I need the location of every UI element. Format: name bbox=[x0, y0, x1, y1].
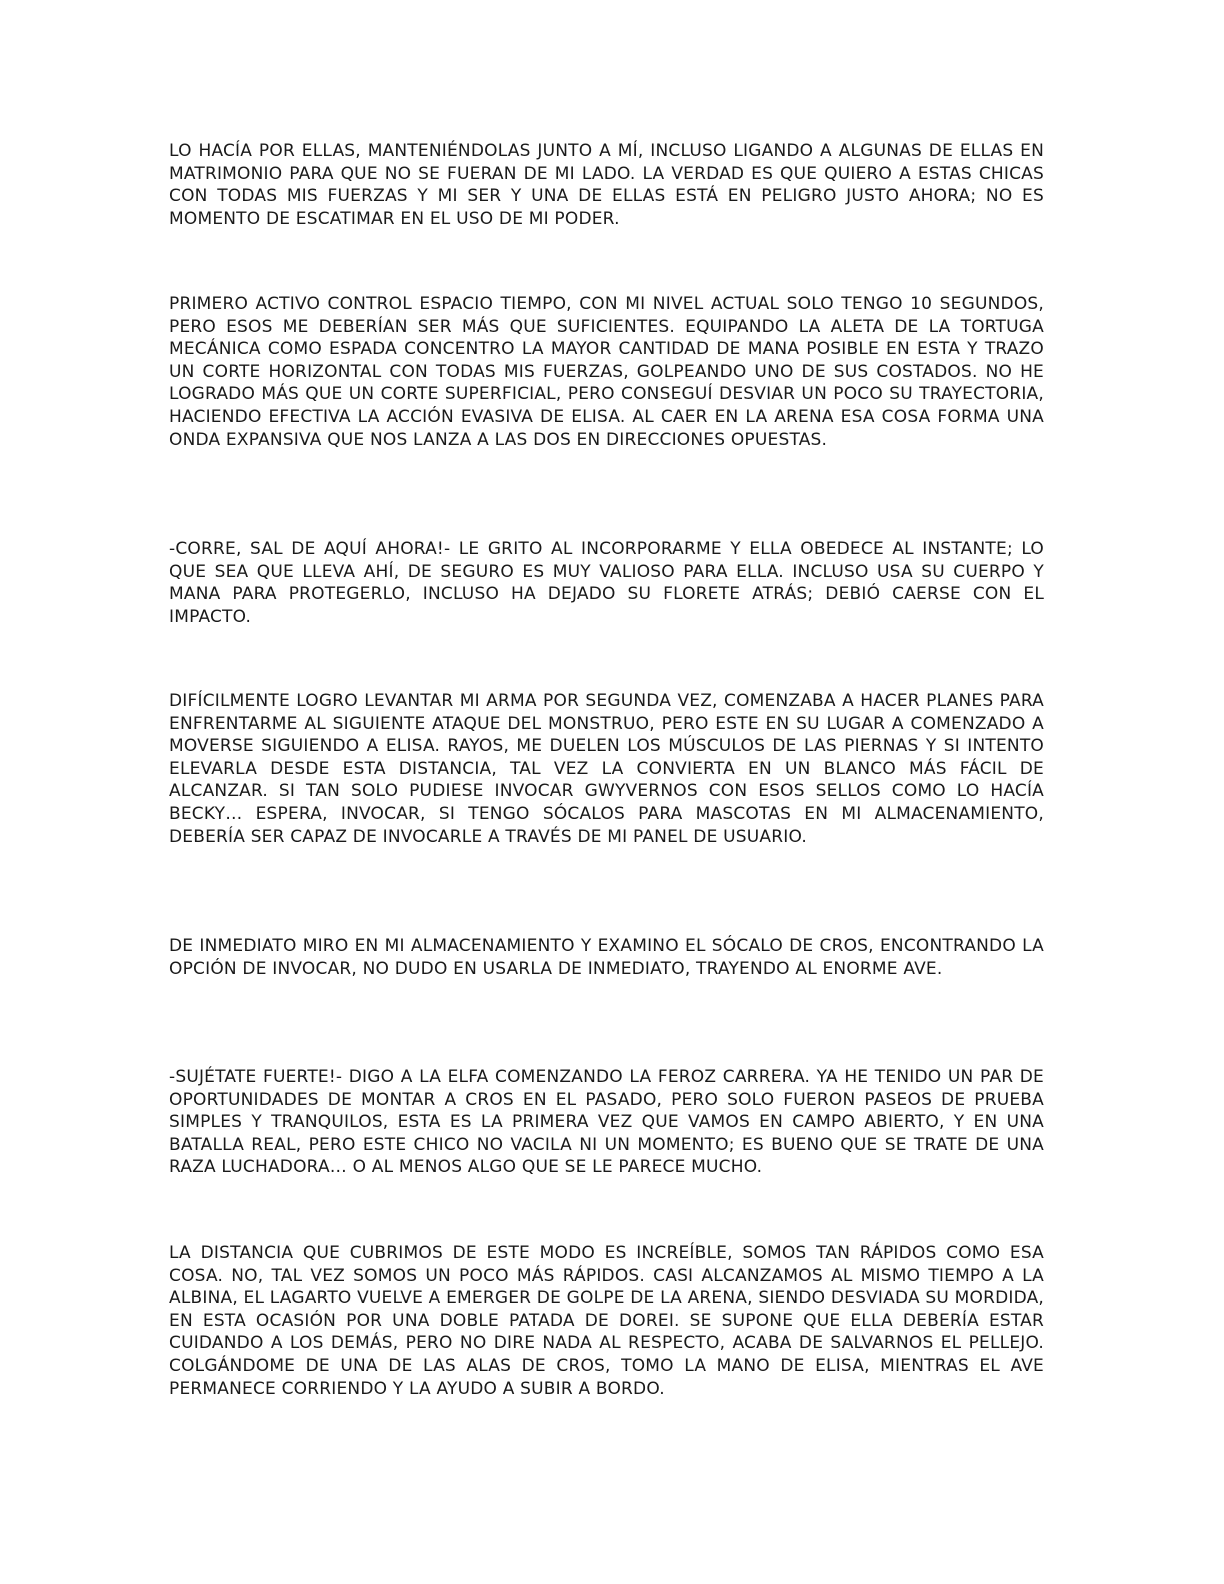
paragraph: DE INMEDIATO MIRO EN MI ALMACENAMIENTO Y EXAMINO EL SÓCALO DE CROS, ENCONTRANDO LA OPCIÓN DE INVOCAR, NO DUDO EN USARLA DE INMEDIATO, TRAYENDO AL ENORME AVE. bbox=[169, 936, 1044, 979]
paragraph: -CORRE, SAL DE AQUÍ AHORA!- LE GRITO AL INCORPORARME Y ELLA OBEDECE AL INSTANTE; LO QUE SEA QUE LLEVA AHÍ, DE SEGURO ES MUY VALIOSO PARA ELLA. INCLUSO USA SU CUERPO Y MANA PARA PROTEGERLO, INCLUSO HA DEJADO SU FLORETE ATRÁS; DEBIÓ CAERSE CON EL IMPACTO. bbox=[169, 539, 1044, 627]
paragraph: PRIMERO ACTIVO CONTROL ESPACIO TIEMPO, CON MI NIVEL ACTUAL SOLO TENGO 10 SEGUNDOS, PERO ESOS ME DEBERÍAN SER MÁS QUE SUFICIENTES. EQUIPANDO LA ALETA DE LA TORTUGA MECÁNICA COMO ESPADA CONCENTRO LA MAYOR CANTIDAD DE MANA POSIBLE EN ESTA Y TRAZO UN CORTE HORIZONTAL CON TODAS MIS FUERZAS, GOLPEANDO UNO DE SUS COSTADOS. NO HE LOGRADO MÁS QUE UN CORTE SUPERFICIAL, PERO CONSEGUÍ DESVIAR UN POCO SU TRAYECTORIA, HACIENDO EFECTIVA LA ACCIÓN EVASIVA DE ELISA. AL CAER EN LA ARENA ESA COSA FORMA UNA ONDA EXPANSIVA QUE NOS LANZA A LAS DOS EN DIRECCIONES OPUESTAS. bbox=[169, 294, 1044, 450]
paragraph: LO HACÍA POR ELLAS, MANTENIÉNDOLAS JUNTO A MÍ, INCLUSO LIGANDO A ALGUNAS DE ELLAS EN MATRIMONIO PARA QUE NO SE FUERAN DE MI LADO. LA VERDAD ES QUE QUIERO A ESTAS CHICAS CON TODAS MIS FUERZAS Y MI SER Y UNA DE ELLAS ESTÁ EN PELIGRO JUSTO AHORA; NO ES MOMENTO DE ESCATIMAR EN EL USO DE MI PODER. bbox=[169, 141, 1044, 229]
paragraph: LA DISTANCIA QUE CUBRIMOS DE ESTE MODO ES INCREÍBLE, SOMOS TAN RÁPIDOS COMO ESA COSA. NO, TAL VEZ SOMOS UN POCO MÁS RÁPIDOS. CASI ALCANZAMOS AL MISMO TIEMPO A LA ALBINA, EL LAGARTO VUELVE A EMERGER DE GOLPE DE LA ARENA, SIENDO DESVIADA SU MORDIDA, EN ESTA OCASIÓN POR UNA DOBLE PATADA DE DOREI. SE SUPONE QUE ELLA DEBERÍA ESTAR CUIDANDO A LOS DEMÁS, PERO NO DIRE NADA AL RESPECTO, ACABA DE SALVARNOS EL PELLEJO. COLGÁNDOME DE UNA DE LAS ALAS DE CROS, TOMO LA MANO DE ELISA, MIENTRAS EL AVE PERMANECE CORRIENDO Y LA AYUDO A SUBIR A BORDO. bbox=[169, 1243, 1045, 1399]
paragraph: -SUJÉTATE FUERTE!- DIGO A LA ELFA COMENZANDO LA FEROZ CARRERA. YA HE TENIDO UN PAR DE OPORTUNIDADES DE MONTAR A CROS EN EL PASADO, PERO SOLO FUERON PASEOS DE PRUEBA SIMPLES Y TRANQUILOS, ESTA ES LA PRIMERA VEZ QUE VAMOS EN CAMPO ABIERTO, Y EN UNA BATALLA REAL, PERO ESTE CHICO NO VACILA NI UN MOMENTO; ES BUENO QUE SE TRATE DE UNA RAZA LUCHADORA… O AL MENOS ALGO QUE SE LE PARECE MUCHO. bbox=[169, 1067, 1044, 1178]
paragraph: DIFÍCILMENTE LOGRO LEVANTAR MI ARMA POR SEGUNDA VEZ, COMENZABA A HACER PLANES PARA ENFRENTARME AL SIGUIENTE ATAQUE DEL MONSTRUO, PERO ESTE EN SU LUGAR A COMENZADO A MOVERSE SIGUIENDO A ELISA. RAYOS, ME DUELEN LOS MÚSCULOS DE LAS PIERNAS Y SI INTENTO ELEVARLA DESDE ESTA DISTANCIA, TAL VEZ LA CONVIERTA EN UN BLANCO MÁS FÁCIL DE ALCANZAR. SI TAN SOLO PUDIESE INVOCAR GWYVERNOS CON ESOS SELLOS COMO LO HACÍA BECKY… ESPERA, INVOCAR, SI TENGO SÓCALOS PARA MASCOTAS EN MI ALMACENAMIENTO, DEBERÍA SER CAPAZ DE INVOCARLE A TRAVÉS DE MI PANEL DE USUARIO. bbox=[169, 691, 1044, 847]
